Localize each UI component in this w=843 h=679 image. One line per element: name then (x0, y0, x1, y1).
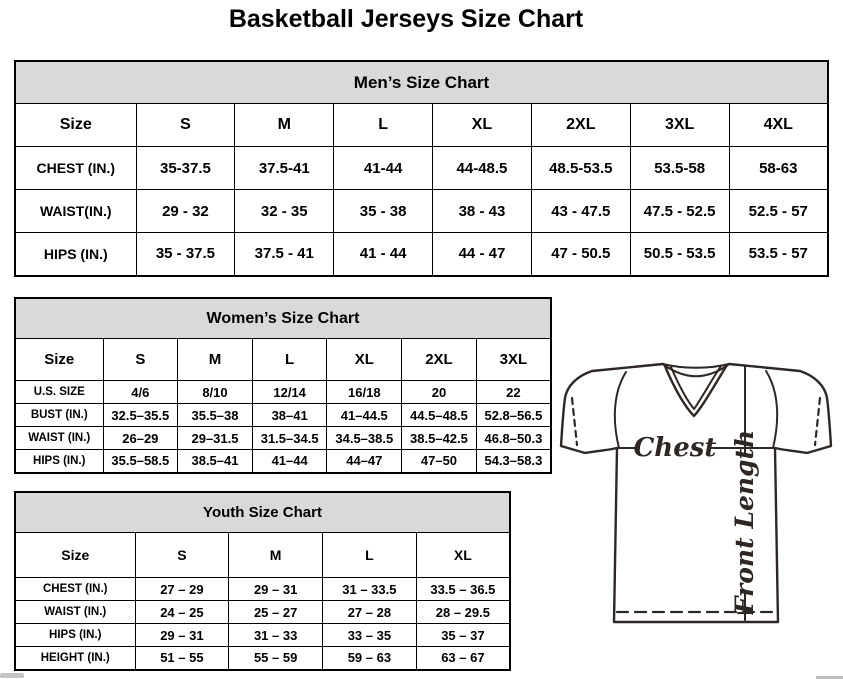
mens-table-title: Men’s Size Chart (15, 61, 828, 104)
womens-header-row (15, 339, 551, 381)
size-value-cell: 48.5-53.5 (531, 147, 630, 190)
row-label: WAIST (IN.) (15, 427, 103, 450)
table-row (15, 647, 510, 670)
table-row (15, 381, 551, 404)
size-value-cell: 41 - 44 (334, 233, 433, 276)
size-value-cell: 37.5 - 41 (235, 233, 334, 276)
mens-size-table (14, 60, 829, 277)
size-value-cell: 26–29 (103, 427, 178, 450)
size-value-cell: 50.5 - 53.5 (630, 233, 729, 276)
jersey-diagram-svg (553, 358, 843, 628)
size-value-cell: 41–44 (252, 450, 327, 473)
table-row (15, 427, 551, 450)
column-header: S (135, 533, 229, 578)
size-value-cell: 54.3–58.3 (476, 450, 551, 473)
column-header: 4XL (729, 104, 828, 147)
size-value-cell: 43 - 47.5 (531, 190, 630, 233)
table-row (15, 147, 828, 190)
size-value-cell: 35.5–38 (178, 404, 253, 427)
column-header: Size (15, 339, 103, 381)
column-header: XL (433, 104, 532, 147)
size-value-cell: 16/18 (327, 381, 402, 404)
row-label: HIPS (IN.) (15, 233, 136, 276)
size-value-cell: 22 (476, 381, 551, 404)
size-value-cell: 63 – 67 (416, 647, 510, 670)
size-value-cell: 53.5 - 57 (729, 233, 828, 276)
column-header: XL (416, 533, 510, 578)
size-value-cell: 31 – 33 (229, 624, 323, 647)
size-value-cell: 44 - 47 (433, 233, 532, 276)
column-header: S (136, 104, 235, 147)
size-value-cell: 58-63 (729, 147, 828, 190)
size-value-cell: 20 (402, 381, 477, 404)
column-header: XL (327, 339, 402, 381)
womens-table-title: Women’s Size Chart (15, 298, 551, 339)
right-armhole-seam (766, 371, 777, 448)
size-value-cell: 46.8–50.3 (476, 427, 551, 450)
size-value-cell: 29–31.5 (178, 427, 253, 450)
size-value-cell: 41-44 (334, 147, 433, 190)
row-label: WAIST (IN.) (15, 601, 135, 624)
size-value-cell: 31 – 33.5 (323, 578, 417, 601)
row-label: CHEST (IN.) (15, 578, 135, 601)
size-value-cell: 35 - 38 (334, 190, 433, 233)
size-value-cell: 24 – 25 (135, 601, 229, 624)
size-value-cell: 33.5 – 36.5 (416, 578, 510, 601)
size-value-cell: 27 – 29 (135, 578, 229, 601)
table-row (15, 450, 551, 473)
size-value-cell: 35.5–58.5 (103, 450, 178, 473)
row-label: HIPS (IN.) (15, 624, 135, 647)
size-value-cell: 33 – 35 (323, 624, 417, 647)
size-value-cell: 47.5 - 52.5 (630, 190, 729, 233)
page-title: Basketball Jerseys Size Chart (228, 5, 584, 33)
size-value-cell: 38.5–41 (178, 450, 253, 473)
size-value-cell: 25 – 27 (229, 601, 323, 624)
table-row (15, 233, 828, 276)
size-value-cell: 29 – 31 (229, 578, 323, 601)
size-value-cell: 44–47 (327, 450, 402, 473)
row-label: HIPS (IN.) (15, 450, 103, 473)
size-value-cell: 29 – 31 (135, 624, 229, 647)
column-header: 2XL (531, 104, 630, 147)
left-cuff-dashes (572, 398, 577, 445)
size-value-cell: 52.5 - 57 (729, 190, 828, 233)
youth-table-title: Youth Size Chart (15, 492, 510, 533)
size-value-cell: 38.5–42.5 (402, 427, 477, 450)
size-value-cell: 51 – 55 (135, 647, 229, 670)
size-value-cell: 38–41 (252, 404, 327, 427)
column-header: M (235, 104, 334, 147)
column-header: 3XL (476, 339, 551, 381)
column-header: L (252, 339, 327, 381)
column-header: M (229, 533, 323, 578)
row-label: WAIST(IN.) (15, 190, 136, 233)
youth-size-table (14, 491, 511, 671)
column-header: 3XL (630, 104, 729, 147)
chest-label: Chest (633, 433, 717, 463)
size-value-cell: 47 - 50.5 (531, 233, 630, 276)
row-label: CHEST (IN.) (15, 147, 136, 190)
mens-table-title-row (15, 61, 828, 104)
column-header: M (178, 339, 253, 381)
row-label: U.S. SIZE (15, 381, 103, 404)
table-row (15, 578, 510, 601)
size-value-cell: 44.5–48.5 (402, 404, 477, 427)
column-header: Size (15, 104, 136, 147)
size-value-cell: 41–44.5 (327, 404, 402, 427)
size-value-cell: 53.5-58 (630, 147, 729, 190)
table-row (15, 601, 510, 624)
left-armhole-seam (615, 372, 626, 448)
size-value-cell: 37.5-41 (235, 147, 334, 190)
front-length-label: Front Length (730, 429, 759, 615)
size-value-cell: 38 - 43 (433, 190, 532, 233)
size-value-cell: 29 - 32 (136, 190, 235, 233)
youth-table-title-row (15, 492, 510, 533)
size-value-cell: 28 – 29.5 (416, 601, 510, 624)
row-label: BUST (IN.) (15, 404, 103, 427)
womens-size-table (14, 297, 552, 474)
size-value-cell: 8/10 (178, 381, 253, 404)
mens-header-row (15, 104, 828, 147)
size-value-cell: 32.5–35.5 (103, 404, 178, 427)
table-row (15, 404, 551, 427)
column-header: Size (15, 533, 135, 578)
size-value-cell: 31.5–34.5 (252, 427, 327, 450)
jersey-measurement-diagram (553, 358, 843, 628)
size-value-cell: 27 – 28 (323, 601, 417, 624)
size-value-cell: 32 - 35 (235, 190, 334, 233)
size-value-cell: 52.8–56.5 (476, 404, 551, 427)
table-row (15, 624, 510, 647)
size-value-cell: 12/14 (252, 381, 327, 404)
column-header: S (103, 339, 178, 381)
column-header: L (323, 533, 417, 578)
column-header: L (334, 104, 433, 147)
womens-table-title-row (15, 298, 551, 339)
size-value-cell: 55 – 59 (229, 647, 323, 670)
row-label: HEIGHT (IN.) (15, 647, 135, 670)
size-value-cell: 35 – 37 (416, 624, 510, 647)
size-value-cell: 4/6 (103, 381, 178, 404)
column-header: 2XL (402, 339, 477, 381)
youth-header-row (15, 533, 510, 578)
size-value-cell: 34.5–38.5 (327, 427, 402, 450)
size-value-cell: 47–50 (402, 450, 477, 473)
jersey-outline (561, 364, 831, 622)
size-value-cell: 59 – 63 (323, 647, 417, 670)
right-cuff-dashes (815, 398, 820, 445)
size-value-cell: 44-48.5 (433, 147, 532, 190)
table-row (15, 190, 828, 233)
scrollbar-fragment-left[interactable] (0, 673, 24, 678)
size-value-cell: 35-37.5 (136, 147, 235, 190)
size-value-cell: 35 - 37.5 (136, 233, 235, 276)
